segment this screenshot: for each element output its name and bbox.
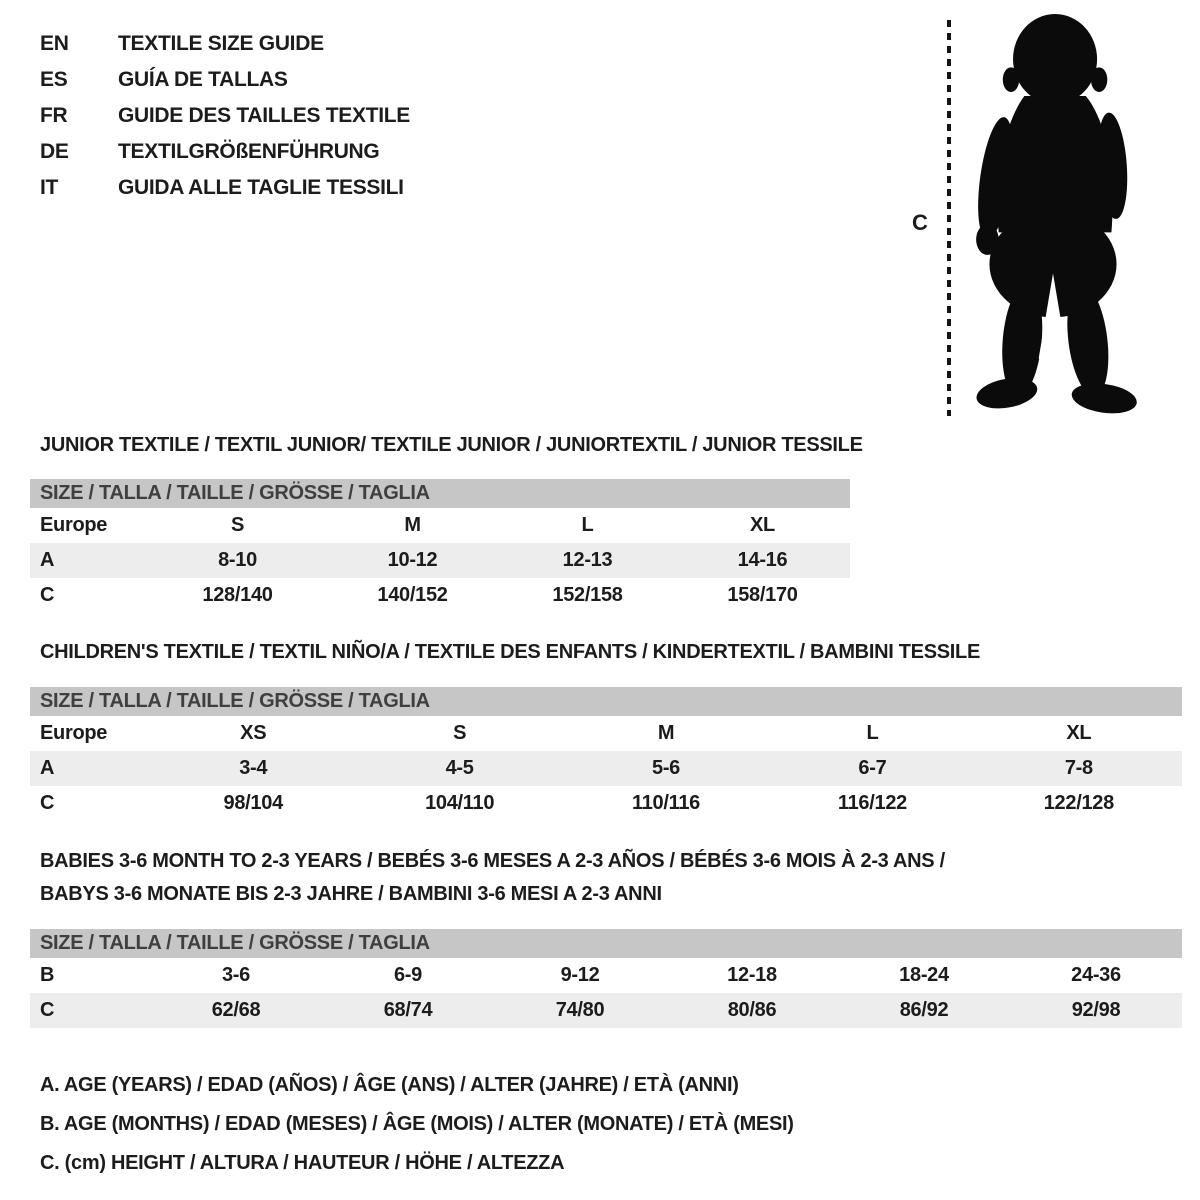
- height-cell: 80/86: [727, 999, 777, 1021]
- junior-section-heading: JUNIOR TEXTILE / TEXTIL JUNIOR/ TEXTILE JUNIOR / JUNIORTEXTIL / JUNIOR TESSILE: [40, 434, 863, 456]
- size-cell: XL: [750, 514, 775, 536]
- size-cell: XL: [1066, 722, 1092, 744]
- language-code: IT: [40, 176, 59, 199]
- age-cell: 8-10: [218, 549, 257, 571]
- age-cell: 4-5: [445, 757, 474, 779]
- age-cell: 5-6: [652, 757, 681, 779]
- height-cell: 152/158: [552, 584, 623, 606]
- language-row-de: [40, 134, 410, 170]
- row-label: B: [40, 964, 55, 986]
- legend-age-years: A. AGE (YEARS) / EDAD (AÑOS) / ÂGE (ANS) / ALTER (JAHRE) / ETÀ (ANNI): [40, 1074, 739, 1096]
- table-row-europe: [30, 508, 850, 543]
- height-cell: 86/92: [899, 999, 949, 1021]
- language-code: DE: [40, 140, 69, 163]
- language-code: ES: [40, 68, 68, 91]
- age-cell: 6-7: [858, 757, 887, 779]
- row-label: Europe: [40, 722, 108, 744]
- row-label: C: [40, 792, 55, 814]
- height-cell: 158/170: [727, 584, 798, 606]
- legend-height-cm: C. (cm) HEIGHT / ALTURA / HAUTEUR / HÖHE / ALTEZZA: [40, 1152, 565, 1174]
- babies-size-table: [30, 929, 1182, 1028]
- height-cell: 122/128: [1043, 792, 1114, 814]
- height-cell: 104/110: [425, 792, 495, 814]
- row-label: A: [40, 549, 55, 571]
- age-cell: 12-13: [562, 549, 613, 571]
- size-cell: L: [581, 514, 594, 536]
- language-title-list: [40, 26, 410, 206]
- height-cell: 128/140: [202, 584, 273, 606]
- language-row-en: [40, 26, 410, 62]
- age-cell: 10-12: [387, 549, 438, 571]
- height-cell: 116/122: [837, 792, 907, 814]
- size-cell: M: [404, 514, 421, 536]
- row-label: Europe: [40, 514, 108, 536]
- babies-heading-line-2: BABYS 3-6 MONATE BIS 2-3 JAHRE / BAMBINI 3-6 MESI A 2-3 ANNI: [40, 883, 662, 905]
- table-row-age-years: [30, 543, 850, 578]
- height-cell: 92/98: [1071, 999, 1121, 1021]
- height-cell: 62/68: [211, 999, 261, 1021]
- height-cell: 110/116: [632, 792, 701, 814]
- guide-title: TEXTILE SIZE GUIDE: [118, 32, 324, 55]
- language-code: EN: [40, 32, 69, 55]
- height-cell: 68/74: [383, 999, 433, 1021]
- children-size-table: [30, 687, 1182, 821]
- row-label: A: [40, 757, 55, 779]
- legend-age-months: B. AGE (MONTHS) / EDAD (MESES) / ÂGE (MOIS) / ALTER (MONATE) / ETÀ (MESI): [40, 1113, 794, 1135]
- babies-heading-line-1: BABIES 3-6 MONTH TO 2-3 YEARS / BEBÉS 3-6 MESES A 2-3 AÑOS / BÉBÉS 3-6 MOIS À 2-3 ANS /: [40, 850, 945, 872]
- height-cell: 98/104: [223, 792, 283, 814]
- size-cell: XS: [240, 722, 267, 744]
- guide-title: GUIDA ALLE TAGLIE TESSILI: [118, 176, 404, 199]
- height-cell: 74/80: [555, 999, 605, 1021]
- table-row-europe: [30, 716, 1182, 751]
- language-code: FR: [40, 104, 68, 127]
- babies-section-heading: [40, 845, 1170, 911]
- size-cell: L: [866, 722, 879, 744]
- toddler-silhouette-icon: [960, 12, 1146, 422]
- table-row-height-cm: [30, 993, 1182, 1028]
- measurement-legend: [40, 1066, 794, 1183]
- row-label: C: [40, 999, 55, 1021]
- language-row-es: [40, 62, 410, 98]
- age-cell: 7-8: [1064, 757, 1093, 779]
- age-cell: 12-18: [727, 964, 777, 986]
- size-table-header: SIZE / TALLA / TAILLE / GRÖSSE / TAGLIA: [30, 687, 1182, 716]
- table-row-age-months: [30, 958, 1182, 993]
- table-row-age-years: [30, 751, 1182, 786]
- height-measure-dashed-line: [947, 20, 951, 416]
- junior-size-table: [30, 479, 850, 613]
- guide-title: GUÍA DE TALLAS: [118, 68, 288, 91]
- children-section-heading: CHILDREN'S TEXTILE / TEXTIL NIÑO/A / TEXTILE DES ENFANTS / KINDERTEXTIL / BAMBINI TESSILE: [40, 641, 980, 663]
- age-cell: 9-12: [560, 964, 600, 986]
- age-cell: 3-6: [221, 964, 250, 986]
- size-cell: S: [453, 722, 467, 744]
- table-row-height-cm: [30, 578, 850, 613]
- table-row-height-cm: [30, 786, 1182, 821]
- language-row-fr: [40, 98, 410, 134]
- row-label: C: [40, 584, 55, 606]
- size-table-header: SIZE / TALLA / TAILLE / GRÖSSE / TAGLIA: [30, 479, 850, 508]
- height-measure-label: C: [912, 210, 928, 235]
- size-cell: S: [230, 514, 245, 536]
- guide-title: TEXTILGRÖßENFÜHRUNG: [118, 140, 380, 163]
- age-cell: 14-16: [737, 549, 788, 571]
- size-table-header: SIZE / TALLA / TAILLE / GRÖSSE / TAGLIA: [30, 929, 1182, 958]
- height-cell: 140/152: [377, 584, 448, 606]
- age-cell: 3-4: [239, 757, 268, 779]
- guide-title: GUIDE DES TAILLES TEXTILE: [118, 104, 410, 127]
- size-cell: M: [657, 722, 675, 744]
- age-cell: 18-24: [899, 964, 949, 986]
- language-row-it: [40, 170, 410, 206]
- age-cell: 6-9: [393, 964, 422, 986]
- age-cell: 24-36: [1071, 964, 1121, 986]
- height-measure-figure: [898, 8, 1168, 428]
